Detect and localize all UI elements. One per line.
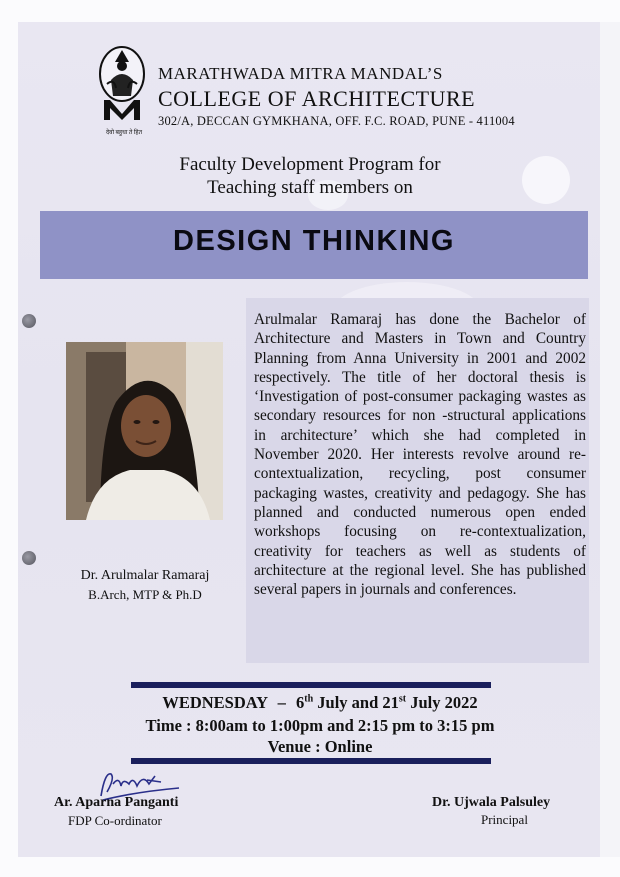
punch-hole-bottom bbox=[22, 551, 36, 565]
program-title: DESIGN THINKING bbox=[173, 225, 455, 257]
date1-month: July and bbox=[317, 693, 379, 712]
speaker-qualifications: B.Arch, MTP & Ph.D bbox=[88, 587, 202, 602]
program-subtitle-line1: Faculty Development Program for bbox=[179, 154, 441, 175]
org-name-line: MARATHWADA MITRA MANDAL’S bbox=[158, 64, 443, 83]
college-name: COLLEGE OF ARCHITECTURE bbox=[158, 86, 476, 111]
principal-role: Principal bbox=[481, 812, 528, 827]
schedule-dash: – bbox=[277, 693, 286, 712]
college-address: 302/A, DECCAN GYMKHANA, OFF. F.C. ROAD, PUNE - 411004 bbox=[158, 114, 515, 128]
schedule-time: Time : 8:00am to 1:00pm and 2:15 pm to 3:15 pm bbox=[145, 716, 495, 735]
speaker-name: Dr. Arulmalar Ramaraj bbox=[80, 568, 210, 583]
speaker-bio: Arulmalar Ramaraj has done the Bachelor of Architecture and Masters in Town and Country Planning from Anna University in 2001 and 2002 respectively. The title of her doctoral thesis is ‘Investigation of post-consumer packaging wastes as secondary resources for non -structural applications in architecture’ which she had completed in November 2020. Her interests revolve around re-contextualization, recycling, post consumer packaging wastes, creativity and pedagogy. She has planned and conducted numerous open ended workshops focusing on re-contextualization, creativity for teachers as well as students of architecture at the regional level. She has published several papers in journals and conferences. bbox=[254, 311, 586, 599]
coordinator-name: Ar. Aparna Panganti bbox=[54, 795, 179, 810]
date2-number: 21 bbox=[382, 693, 399, 712]
divider-top bbox=[131, 682, 491, 688]
program-subtitle-line2: Teaching staff members on bbox=[207, 177, 413, 198]
schedule-dates bbox=[0, 693, 620, 713]
date1-number: 6 bbox=[295, 693, 305, 712]
schedule-venue: Venue : Online bbox=[267, 737, 373, 756]
logo-motto: देवो बहुधा ते हित bbox=[105, 130, 142, 136]
date2-suffix: st bbox=[398, 693, 407, 705]
date2-month: July 2022 bbox=[410, 693, 478, 712]
divider-bottom bbox=[131, 758, 491, 764]
coordinator-role: FDP Co-ordinator bbox=[68, 813, 162, 828]
date1-suffix: th bbox=[304, 693, 314, 705]
college-logo bbox=[96, 44, 148, 134]
principal-name: Dr. Ujwala Palsuley bbox=[432, 795, 551, 810]
punch-hole-top bbox=[22, 314, 36, 328]
schedule-day: WEDNESDAY bbox=[162, 693, 268, 712]
speaker-photo bbox=[66, 342, 223, 520]
